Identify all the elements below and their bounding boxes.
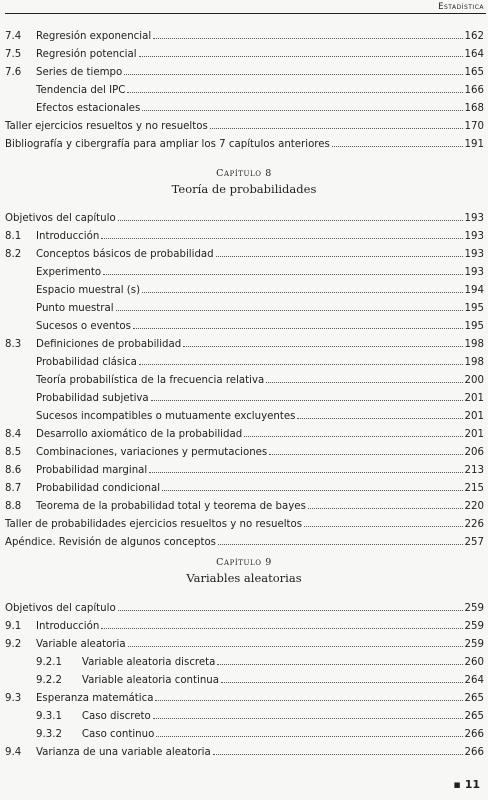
chapter-8-title: Teoría de probabilidades: [171, 182, 317, 196]
toc-entry-page: 260: [464, 657, 484, 668]
toc-entry: [0, 283, 488, 300]
toc-entry-number: 8.7: [5, 483, 22, 494]
toc-entry: [0, 409, 488, 426]
dot-leader: [162, 489, 463, 491]
toc-entry-page: 259: [464, 603, 484, 614]
toc-entry-page: 213: [464, 465, 484, 476]
toc-entry-page: 198: [464, 339, 484, 350]
dot-leader: [218, 543, 463, 545]
toc-entry-title: Taller de probabilidades ejercicios resueltos y no resueltos: [5, 519, 303, 530]
toc-entry-page: 226: [464, 519, 484, 530]
toc-entry-page: 201: [464, 429, 484, 440]
toc-entry: [0, 709, 488, 726]
toc-entry-page: 198: [464, 357, 484, 368]
dot-leader: [269, 453, 462, 455]
dot-leader: [332, 145, 463, 147]
toc-entry: [0, 101, 488, 118]
dot-leader: [308, 507, 463, 509]
toc-entry-page: 264: [464, 675, 484, 686]
toc-entry-title: Teoría probabilística de la frecuencia relativa: [36, 375, 265, 386]
toc-entry-number: 8.3: [5, 339, 22, 350]
toc-entry: [0, 745, 488, 762]
toc-entry-title: Probabilidad condicional: [36, 483, 161, 494]
toc-entry-title: Varianza de una variable aleatoria: [36, 747, 211, 758]
toc-entry: [0, 47, 488, 64]
toc-entry-title: 9.2.2: [36, 675, 62, 686]
toc-entry-page: 191: [464, 139, 484, 150]
toc-entry-number: 9.2: [5, 639, 22, 650]
dot-leader: [139, 55, 463, 57]
toc-entry: [0, 481, 488, 498]
toc-entry: [0, 373, 488, 390]
toc-entry-title: Esperanza matemática: [36, 693, 154, 704]
chapter-8-label: Capítulo 8: [216, 168, 272, 179]
toc-entry-page: 257: [464, 537, 484, 548]
toc-entry-title: 9.3.1: [36, 711, 62, 722]
toc-entry-number: 9.3: [5, 693, 22, 704]
page-number: ▪ 11: [453, 778, 480, 791]
toc-entry-title: Teorema de la probabilidad total y teorema de bayes: [36, 501, 306, 512]
toc-entry-number: 8.5: [5, 447, 22, 458]
toc-entry-page: 164: [464, 49, 484, 60]
toc-entry-title: Espacio muestral (s): [36, 285, 141, 296]
toc-entry-page: 259: [464, 621, 484, 632]
dot-leader: [297, 417, 462, 419]
toc-entry-title: Introducción: [36, 231, 100, 242]
toc-entry: [0, 463, 488, 480]
toc-entry-number: 9.4: [5, 747, 22, 758]
toc-entry: [0, 137, 488, 154]
toc-entry-number: 7.5: [5, 49, 22, 60]
toc-entry-page: 220: [464, 501, 484, 512]
toc-entry-number: 9.1: [5, 621, 22, 632]
toc-entry: [0, 355, 488, 372]
toc-entry: [0, 427, 488, 444]
toc-entry: [0, 229, 488, 246]
toc-entry-title: Sucesos o eventos: [36, 321, 131, 332]
dot-leader: [142, 291, 462, 293]
toc-entry-page: 193: [464, 231, 484, 242]
toc-entry: [0, 691, 488, 708]
dot-leader: [116, 309, 463, 311]
toc-entry: [0, 119, 488, 136]
toc-entry-title: Efectos estacionales: [36, 103, 141, 114]
toc-entry-title: Objetivos del capítulo: [5, 213, 116, 224]
dot-leader: [139, 363, 463, 365]
dot-leader: [128, 645, 463, 647]
toc-entry-title: Introducción: [36, 621, 100, 632]
toc-entry-title: Conceptos básicos de probabilidad: [36, 249, 214, 260]
toc-entry-number: 7.4: [5, 31, 22, 42]
dot-leader: [210, 127, 463, 129]
toc-entry: [0, 265, 488, 282]
dot-leader: [266, 381, 462, 383]
toc-entry-title: Sucesos incompatibles o mutuamente excluyentes: [36, 411, 296, 422]
toc-entry: [0, 499, 488, 516]
toc-entry-number: 8.1: [5, 231, 22, 242]
toc-entry: [0, 65, 488, 82]
toc-entry-page: 193: [464, 213, 484, 224]
toc-entry: [0, 655, 488, 672]
toc-entry: [0, 727, 488, 744]
chapter-9-title: Variables aleatorias: [186, 571, 302, 585]
toc-entry: [0, 337, 488, 354]
dot-leader: [213, 753, 463, 755]
page-number-value: 11: [464, 778, 480, 791]
dot-leader: [127, 91, 462, 93]
toc-entry-title: Desarrollo axiomático de la probabilidad: [36, 429, 243, 440]
toc-entry-title: Regresión exponencial: [36, 31, 152, 42]
dot-leader: [118, 219, 463, 221]
dot-leader: [153, 717, 463, 719]
toc-entry: [0, 391, 488, 408]
dot-leader: [244, 435, 462, 437]
toc-entry-title: 9.3.2: [36, 729, 62, 740]
toc-entry-number: 7.6: [5, 67, 22, 78]
toc-entry: [0, 211, 488, 228]
toc-entry-page: 193: [464, 267, 484, 278]
toc-entry-title: Definiciones de probabilidad: [36, 339, 182, 350]
dot-leader: [124, 73, 462, 75]
toc-entry-page: 170: [464, 121, 484, 132]
chapter-9-label: Capítulo 9: [216, 557, 272, 568]
toc-entry-page: 206: [464, 447, 484, 458]
toc-entry-title: Series de tiempo: [36, 67, 123, 78]
toc-entry-page: 193: [464, 249, 484, 260]
toc-entry: [0, 619, 488, 636]
toc-entry: [0, 301, 488, 318]
toc-entry: [0, 29, 488, 46]
toc-entry-title: Punto muestral: [36, 303, 114, 314]
toc-entry-title: Probabilidad clásica: [36, 357, 137, 368]
dot-leader: [153, 37, 462, 39]
toc-entry: [0, 601, 488, 618]
toc-entry-page: 266: [464, 729, 484, 740]
toc-entry-page: 168: [464, 103, 484, 114]
toc-entry-page: 215: [464, 483, 484, 494]
toc-entry: [0, 673, 488, 690]
toc-entry-title: Variable aleatoria: [36, 639, 126, 650]
dot-leader: [216, 255, 463, 257]
toc-entry-page: 162: [464, 31, 484, 42]
toc-entry-title: Taller ejercicios resueltos y no resueltos: [5, 121, 208, 132]
toc-entry-subtitle: Caso continuo: [81, 729, 155, 740]
toc-entry-page: 200: [464, 375, 484, 386]
toc-entry: [0, 517, 488, 534]
dot-leader: [304, 525, 462, 527]
toc-entry-title: Regresión potencial: [36, 49, 137, 60]
toc-entry-title: Probabilidad marginal: [36, 465, 148, 476]
toc-entry-title: Objetivos del capítulo: [5, 603, 116, 614]
header-rule: [5, 13, 486, 14]
toc-entry-page: 166: [464, 85, 484, 96]
toc-entry-page: 195: [464, 303, 484, 314]
toc-entry: [0, 319, 488, 336]
toc-entry-number: 8.6: [5, 465, 22, 476]
toc-entry-page: 194: [464, 285, 484, 296]
dot-leader: [142, 109, 462, 111]
toc-entry: [0, 445, 488, 462]
toc-entry: [0, 247, 488, 264]
toc-entry-subtitle: Variable aleatoria continua: [81, 675, 219, 686]
toc-entry-title: Combinaciones, variaciones y permutaciones: [36, 447, 268, 458]
dot-leader: [103, 273, 462, 275]
toc-entry-page: 201: [464, 411, 484, 422]
toc-entry-title: Apéndice. Revisión de algunos conceptos: [5, 537, 216, 548]
toc-entry-page: 165: [464, 67, 484, 78]
toc-entry-subtitle: Caso discreto: [81, 711, 151, 722]
dot-leader: [151, 399, 463, 401]
toc-entry-page: 259: [464, 639, 484, 650]
dot-leader: [217, 663, 462, 665]
dot-leader: [183, 345, 462, 347]
toc-entry-number: 8.2: [5, 249, 22, 260]
running-header: Estadística: [438, 2, 484, 12]
toc-entry-title: Bibliografía y cibergrafía para ampliar los 7 capítulos anteriores: [5, 139, 330, 150]
toc-entry-number: 8.4: [5, 429, 22, 440]
toc-entry-title: Experimento: [36, 267, 102, 278]
toc-entry-page: 201: [464, 393, 484, 404]
toc-entry-page: 266: [464, 747, 484, 758]
toc-entry: [0, 637, 488, 654]
dot-leader: [101, 627, 462, 629]
dot-leader: [133, 327, 463, 329]
toc-entry-title: 9.2.1: [36, 657, 62, 668]
toc-entry-page: 265: [464, 693, 484, 704]
toc-entry-subtitle: Variable aleatoria discreta: [81, 657, 216, 668]
dot-leader: [156, 735, 462, 737]
toc-entry-page: 195: [464, 321, 484, 332]
toc-entry: [0, 83, 488, 100]
toc-entry-title: Probabilidad subjetiva: [36, 393, 149, 404]
toc-entry-page: 265: [464, 711, 484, 722]
dot-leader: [118, 609, 463, 611]
dot-leader: [149, 471, 462, 473]
toc-entry: [0, 535, 488, 552]
toc-entry-title: Tendencia del IPC: [36, 85, 126, 96]
toc-entry-number: 8.8: [5, 501, 22, 512]
dot-leader: [101, 237, 462, 239]
dot-leader: [155, 699, 462, 701]
dot-leader: [221, 681, 463, 683]
